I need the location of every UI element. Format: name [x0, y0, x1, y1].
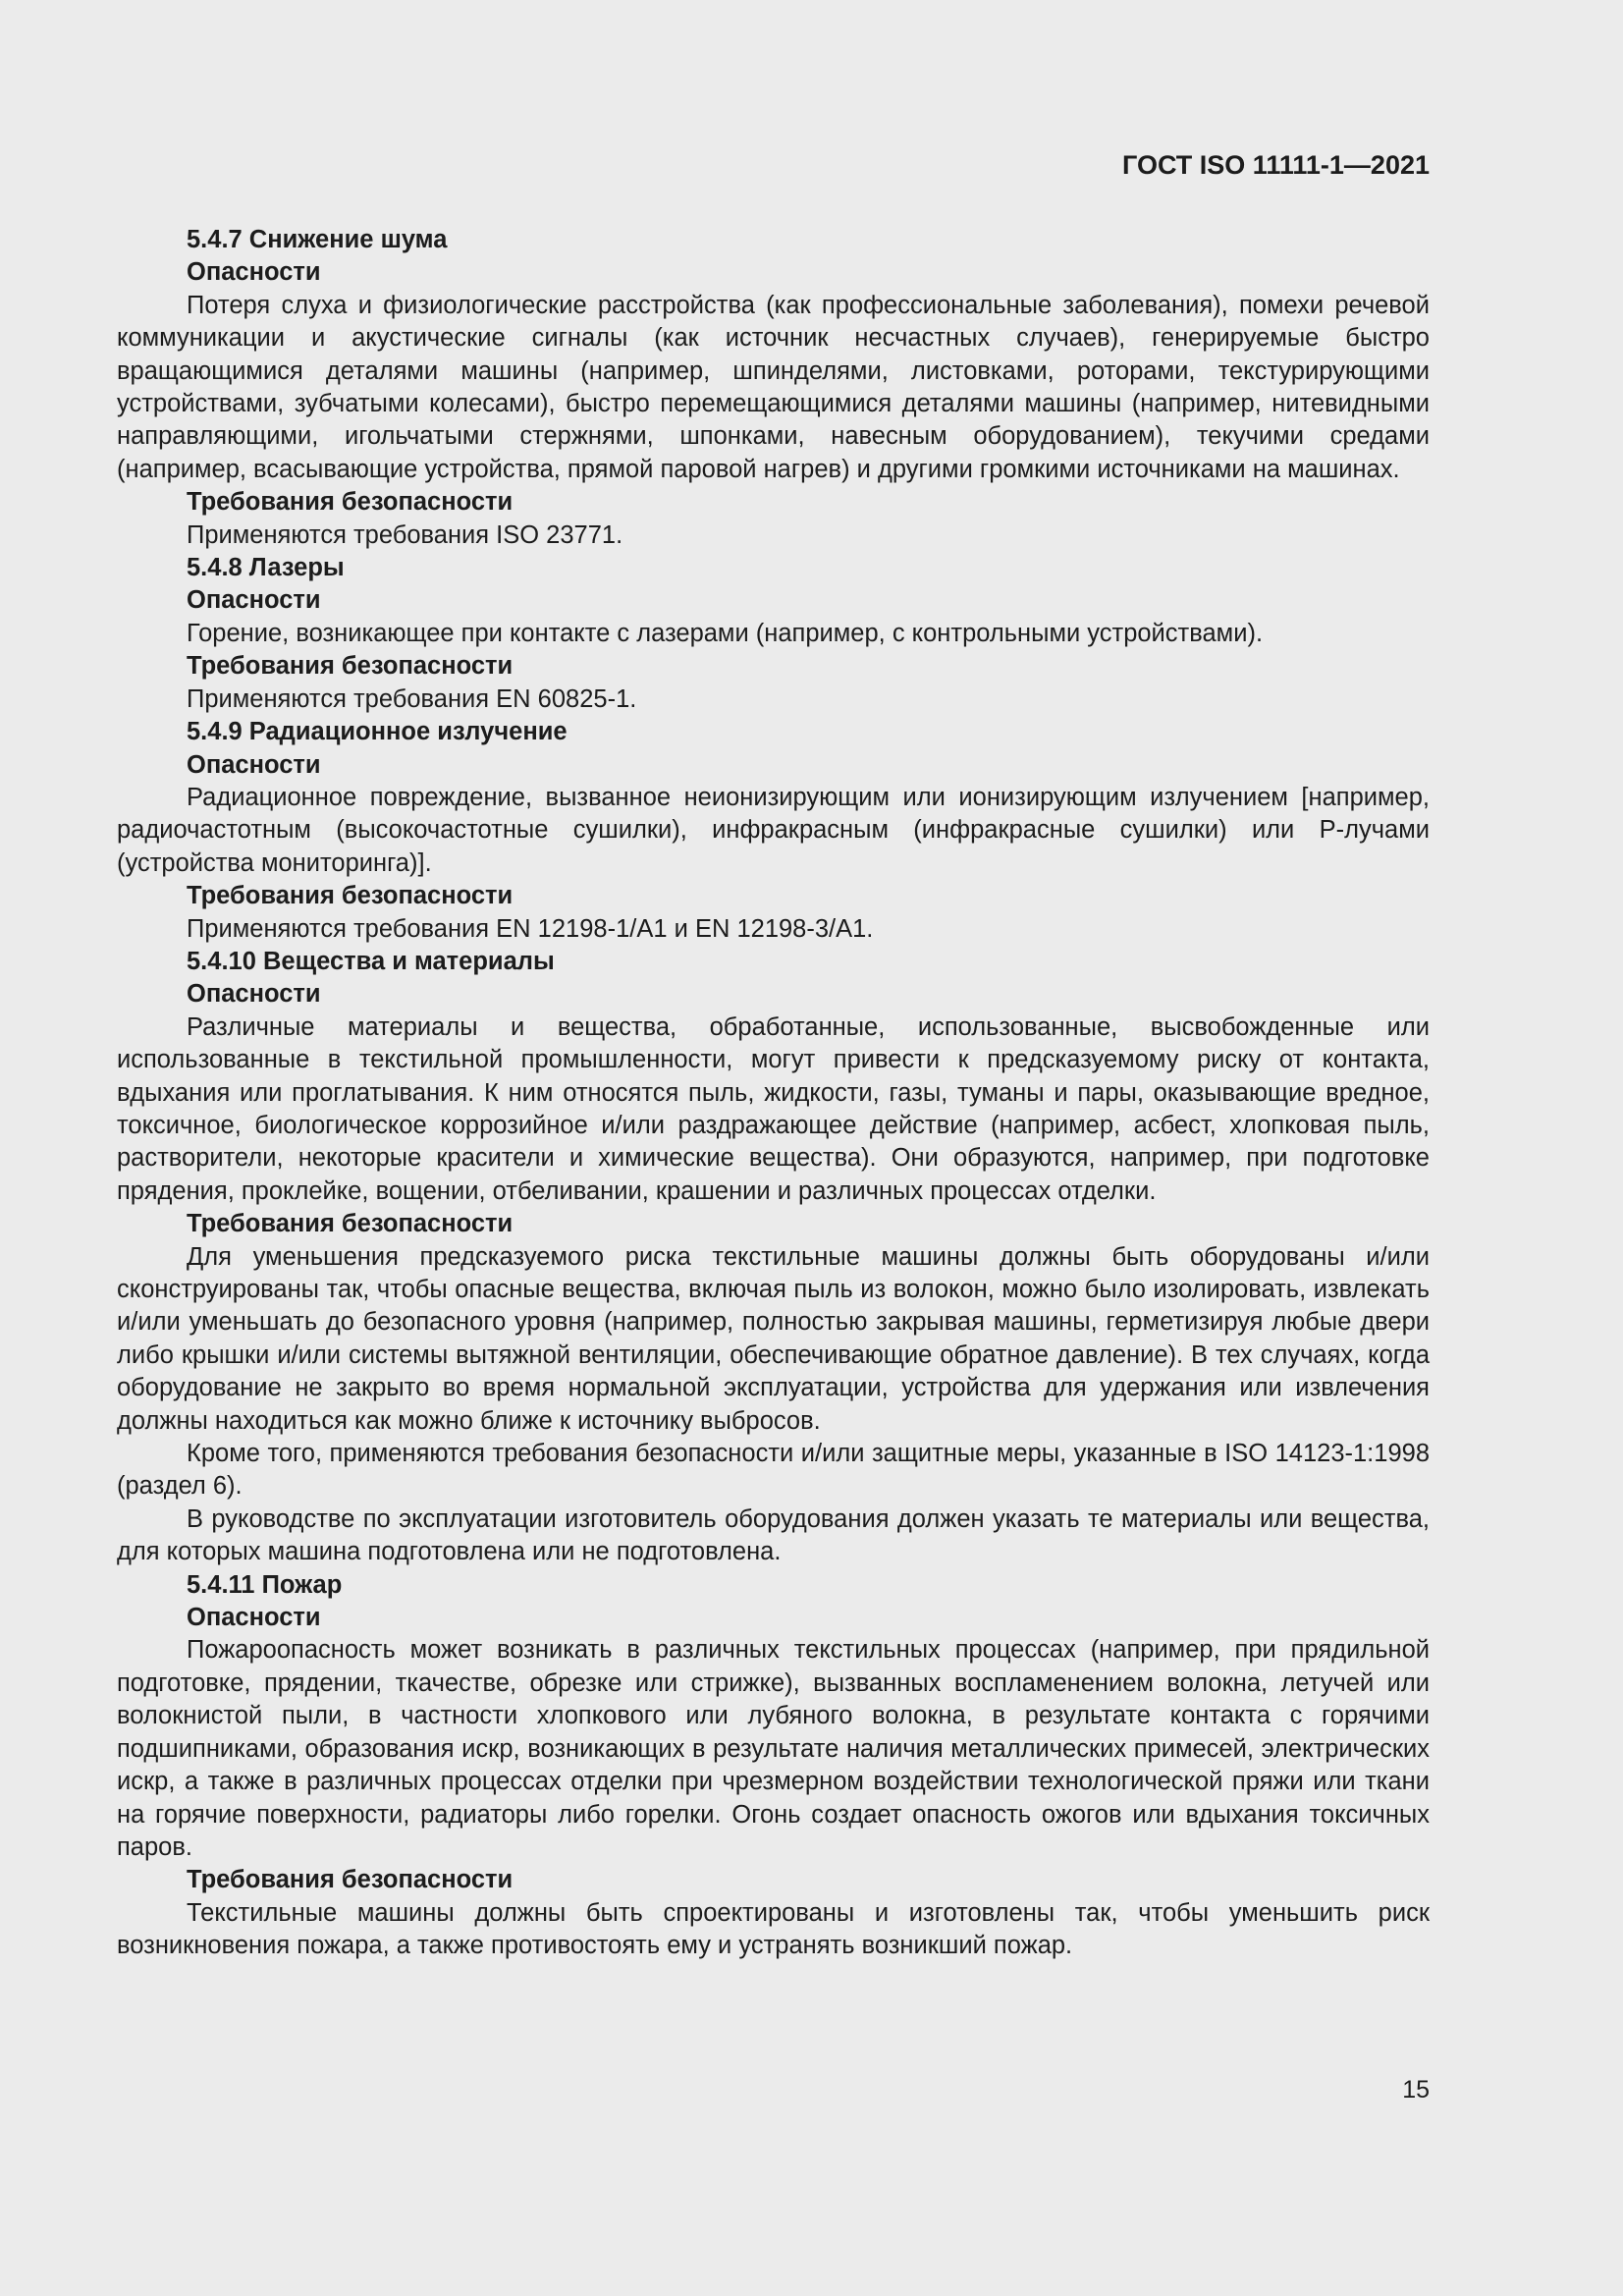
section-title-lasers: 5.4.8 Лазеры	[187, 554, 345, 582]
section-title-radiation: 5.4.9 Радиационное излучение	[187, 718, 568, 746]
safety-text-substances-3: В руководстве по эксплуатации изготовитель оборудования должен указать те материалы или вещества, для которых машина подготовлена или не подготовлена.	[117, 1504, 1430, 1566]
section-title-fire: 5.4.11 Пожар	[187, 1570, 343, 1599]
safety-heading-radiation: Требования безопасности	[187, 882, 514, 910]
safety-text-fire: Текстильные машины должны быть спроектированы и изготовлены так, чтобы уменьшить риск возникновения пожара, а также противостоять ему и устранять возникший пожар.	[117, 1898, 1430, 1960]
safety-heading-substances: Требования безопасности	[187, 1210, 514, 1238]
hazards-text-fire: Пожароопасность может возникать в различных текстильных процессах (например, при прядильной подготовке, прядении, ткачестве, обрезке или стрижке), вызванных воспламенением волокна, летучей или волокнистой пыли, в частности хлопкового или лубяного волокна, в результате контакта с горячими подшипниками, образования искр, возникающих в результате наличия металлических примесей, электрических искр, а также в различных процессах отделки при чрезмерном воздействии технологической пряжи или ткани на горячие поверхности, радиаторы либо горелки. Огонь создает опасность ожогов или вдыхания токсичных паров.	[117, 1636, 1430, 1861]
document-body	[117, 224, 1430, 1963]
section-title-noise: 5.4.7 Снижение шума	[187, 226, 448, 253]
safety-heading-noise: Требования безопасности	[187, 488, 514, 517]
hazards-text-substances: Различные материалы и вещества, обработанные, использованные, высвобожденные или использованные в текстильной промышленности, могут привести к предсказуемому риску от контакта, вдыхания или проглатывания. К ним относятся пыль, жидкости, газы, туманы и пары, оказывающие вредное, токсичное, биологическое коррозийное и/или раздражающее действие (например, асбест, хлопковая пыль, растворители, некоторые красители и химические вещества). Они образуются, например, при подготовке прядения, проклейке, вощении, отбеливании, крашении и различных процессах отделки.	[117, 1012, 1430, 1205]
hazards-heading-fire: Опасности	[187, 1604, 321, 1632]
safety-text-lasers: Применяются требования EN 60825-1.	[187, 684, 637, 713]
hazards-text-noise: Потеря слуха и физиологические расстройства (как профессиональные заболевания), помехи речевой коммуникации и акустические сигналы (как источник несчастных случаев), генерируемые быстро вращающимися деталями машины (например, шпинделями, листовками, роторами, текстурирующими устройствами, зубчатыми колесами), быстро перемещающимися деталями машины (например, нитевидными направляющими, игольчатыми стержнями, шпонками, навесным оборудованием), текучими средами (например, всасывающие устройства, прямой паровой нагрев) и другими громкими источниками на машинах.	[117, 291, 1430, 483]
hazards-heading-noise: Опасности	[187, 258, 321, 287]
safety-heading-fire: Требования безопасности	[187, 1866, 514, 1894]
safety-text-substances-1: Для уменьшения предсказуемого риска текстильные машины должны быть оборудованы и/или сконструированы так, чтобы опасные вещества, включая пыль из волокон, можно было изолировать, извлекать и/или уменьшать до безопасного уровня (например, полностью закрывая машины, герметизируя любые двери либо крышки и/или системы вытяжной вентиляции, обеспечивающие обратное давление). В тех случаях, когда оборудование не закрыто во время нормальной эксплуатации, устройства для удержания или извлечения должны находиться как можно ближе к источнику выбросов.	[117, 1242, 1430, 1435]
hazards-heading-radiation: Опасности	[187, 750, 321, 779]
section-title-substances: 5.4.10 Вещества и материалы	[187, 947, 555, 975]
document-code-header: ГОСТ ISO 11111-1—2021	[1122, 150, 1430, 180]
safety-heading-lasers: Требования безопасности	[187, 652, 514, 681]
hazards-text-lasers: Горение, возникающее при контакте с лазерами (например, с контрольными устройствами).	[187, 619, 1264, 647]
hazards-heading-lasers: Опасности	[187, 586, 321, 615]
page-number: 15	[1402, 2076, 1430, 2104]
hazards-heading-substances: Опасности	[187, 980, 321, 1009]
hazards-text-radiation: Радиационное повреждение, вызванное неионизирующим или ионизирующим излучением [например, радиочастотным (высокочастотные сушилки), инфракрасным (инфракрасные сушилки) или Р-лучами (устройства мониторинга)].	[117, 783, 1430, 877]
safety-text-radiation: Применяются требования EN 12198-1/A1 и EN 12198-3/A1.	[187, 914, 874, 943]
safety-text-noise: Применяются требования ISO 23771.	[187, 520, 623, 549]
safety-text-substances-2: Кроме того, применяются требования безопасности и/или защитные меры, указанные в ISO 14123-1:1998 (раздел 6).	[117, 1440, 1430, 1501]
